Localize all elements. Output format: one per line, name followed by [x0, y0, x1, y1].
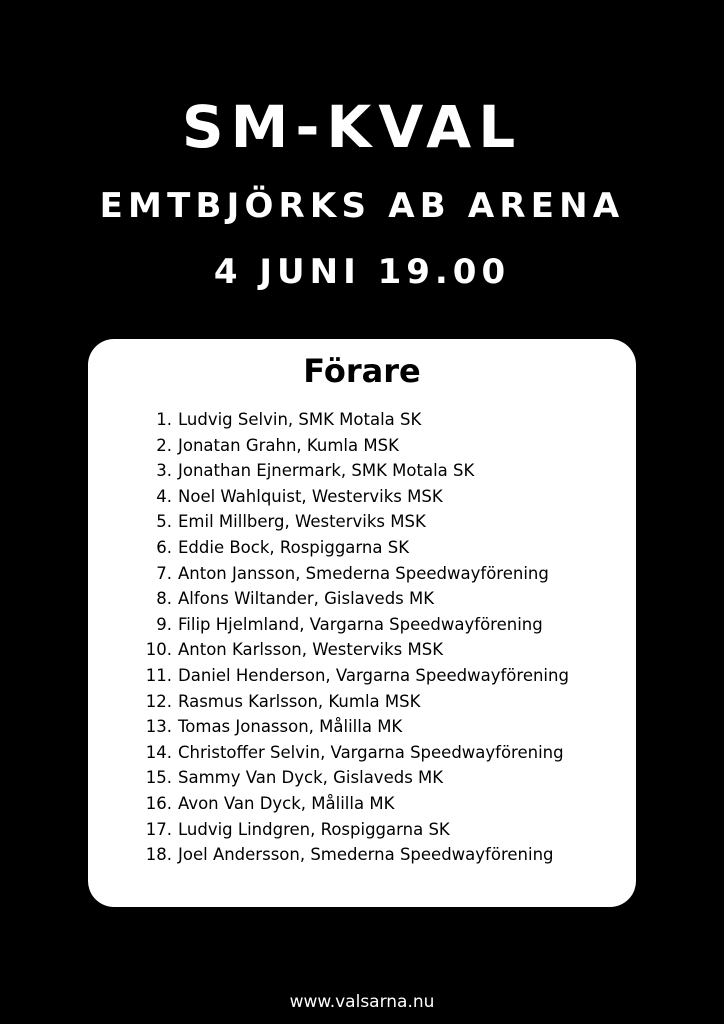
rider-number: 1. [156, 410, 172, 429]
rider-item [132, 535, 569, 561]
rider-item [132, 663, 569, 689]
rider-number: 18. [145, 845, 172, 865]
rider-number: 3. [156, 461, 172, 481]
rider-number: 12. [145, 691, 172, 711]
rider-item [132, 484, 569, 510]
venue-name: EMTBJÖRKS AB ARENA [99, 186, 625, 226]
rider-item [132, 458, 569, 484]
rider-item [132, 791, 569, 817]
rider-item [132, 714, 569, 740]
website-link[interactable]: www.valsarna.nu [289, 992, 435, 1012]
rider-item [132, 586, 569, 612]
rider-item [132, 612, 569, 638]
rider-number: 17. [145, 819, 172, 839]
rider-number: 5. [156, 512, 172, 532]
event-date: 4 JUNI 19.00 [213, 252, 511, 292]
rider-text: Ludvig Selvin, SMK Motala SK [178, 410, 422, 429]
rider-item [132, 817, 569, 843]
rider-number: 13. [145, 717, 172, 737]
rider-number: 4. [156, 486, 172, 506]
rider-text: Anton Jansson, Smederna Speedwayförening [178, 563, 549, 583]
rider-item [132, 689, 569, 715]
rider-text: Sammy Van Dyck, Gislaveds MK [178, 768, 444, 788]
rider-text: Emil Millberg, Westerviks MSK [178, 512, 426, 532]
rider-text: Joel Andersson, Smederna Speedwayförening [178, 845, 554, 865]
rider-list [132, 407, 569, 868]
rider-text: Daniel Henderson, Vargarna Speedwayförening [178, 665, 569, 685]
rider-text: Jonathan Ejnermark, SMK Motala SK [178, 461, 475, 481]
rider-number: 10. [145, 640, 172, 660]
riders-heading: Förare [303, 352, 421, 390]
rider-item [132, 509, 569, 535]
poster-header [0, 0, 724, 330]
rider-text: Jonatan Grahn, Kumla MSK [178, 435, 399, 455]
rider-item [132, 765, 569, 791]
rider-number: 8. [156, 589, 172, 609]
rider-number: 9. [156, 614, 172, 634]
rider-item [132, 637, 569, 663]
rider-text: Christoffer Selvin, Vargarna Speedwayförening [178, 742, 564, 762]
rider-item [132, 740, 569, 766]
rider-item [132, 433, 569, 459]
rider-text: Avon Van Dyck, Målilla MK [178, 793, 395, 813]
riders-card [88, 339, 636, 907]
rider-number: 16. [145, 793, 172, 813]
rider-text: Alfons Wiltander, Gislaveds MK [178, 589, 435, 609]
rider-text: Noel Wahlquist, Westerviks MSK [178, 486, 443, 506]
rider-item [132, 561, 569, 587]
rider-text: Anton Karlsson, Westerviks MSK [178, 640, 444, 660]
rider-number: 6. [156, 537, 172, 557]
event-title: SM-KVAL [181, 93, 523, 161]
rider-number: 2. [156, 435, 172, 455]
rider-text: Rasmus Karlsson, Kumla MSK [178, 691, 421, 711]
rider-item [132, 407, 569, 433]
rider-number: 7. [156, 563, 172, 583]
rider-text: Ludvig Lindgren, Rospiggarna SK [178, 819, 450, 839]
rider-text: Tomas Jonasson, Målilla MK [178, 717, 403, 737]
rider-text: Filip Hjelmland, Vargarna Speedwayförening [178, 614, 543, 634]
rider-number: 11. [145, 665, 172, 685]
rider-number: 14. [145, 742, 172, 762]
rider-number: 15. [145, 768, 172, 788]
rider-item [132, 842, 569, 868]
rider-text: Eddie Bock, Rospiggarna SK [178, 537, 410, 557]
